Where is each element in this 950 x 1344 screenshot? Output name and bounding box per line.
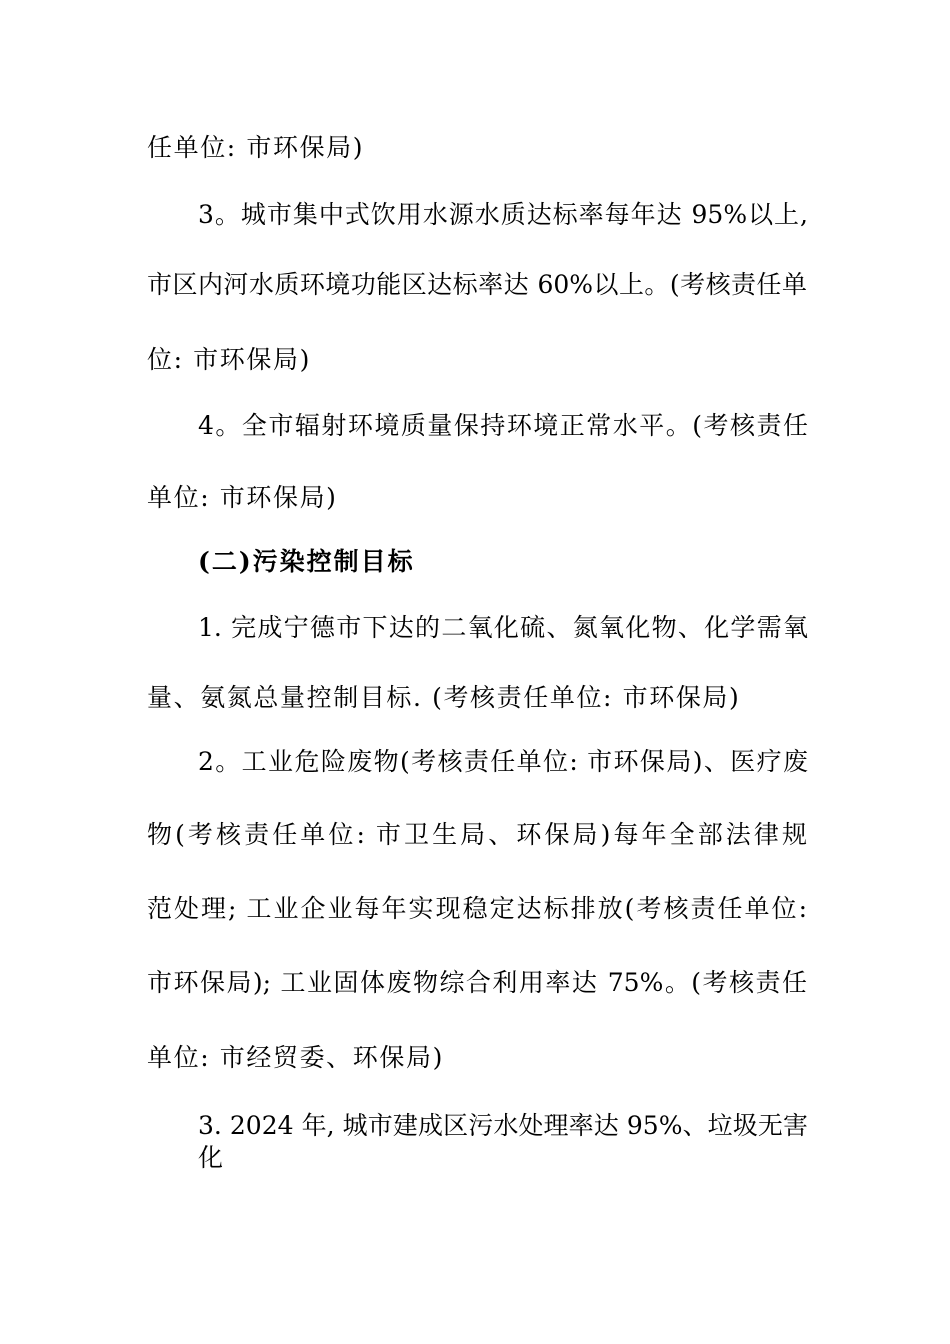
text-line-8: 1. 完成宁德市下达的二氧化硫、氮氧化物、化学需氧 xyxy=(198,613,808,642)
text-line-3: 市区内河水质环境功能区达标率达 60%以上。(考核责任单 xyxy=(147,270,807,299)
text-line-4: 位: 市环保局) xyxy=(147,345,311,374)
text-line-14: 单位: 市经贸委、环保局) xyxy=(147,1043,444,1072)
text-line-10: 2。工业危险废物(考核责任单位: 市环保局)、医疗废 xyxy=(198,747,808,776)
text-line-13: 市环保局); 工业固体废物综合利用率达 75%。(考核责任 xyxy=(147,968,807,997)
text-line-9: 量、氨氮总量控制目标. (考核责任单位: 市环保局) xyxy=(147,683,741,712)
section-heading: (二)污染控制目标 xyxy=(198,547,415,576)
text-line-12: 范处理; 工业企业每年实现稳定达标排放(考核责任单位: xyxy=(147,894,807,923)
text-line-11: 物(考核责任单位: 市卫生局、环保局)每年全部法律规 xyxy=(147,820,807,849)
text-line-1: 任单位: 市环保局) xyxy=(147,133,365,162)
text-line-6: 单位: 市环保局) xyxy=(147,483,338,512)
text-line-15: 3. 2024 年, 城市建成区污水处理率达 95%、垃圾无害化 xyxy=(198,1111,808,1172)
text-line-5: 4。全市辐射环境质量保持环境正常水平。(考核责任 xyxy=(198,411,808,440)
text-line-2: 3。城市集中式饮用水源水质达标率每年达 95%以上, xyxy=(198,200,808,229)
